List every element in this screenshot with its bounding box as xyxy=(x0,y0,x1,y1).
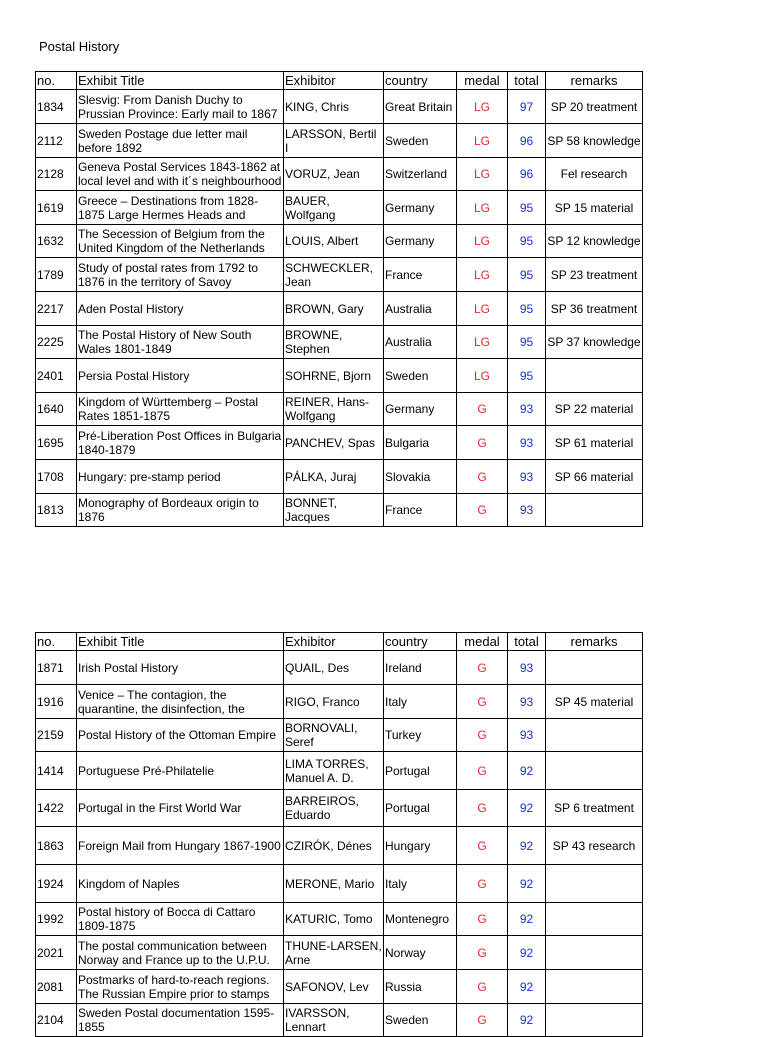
table-row xyxy=(36,752,643,790)
medal-award: LG xyxy=(457,90,508,124)
table-row xyxy=(36,225,643,258)
country: Ireland xyxy=(384,651,457,685)
exhibit-number: 1695 xyxy=(36,426,77,460)
exhibit-title-cell xyxy=(77,359,284,393)
exhibit-number: 2159 xyxy=(36,719,77,752)
exhibitor-name: SAFONOV, Lev xyxy=(285,979,369,994)
exhibit-number: 1708 xyxy=(36,460,77,494)
country: Italy xyxy=(384,865,457,903)
country: France xyxy=(384,494,457,527)
table-row xyxy=(36,393,643,426)
exhibitor-cell xyxy=(284,225,384,258)
exhibit-title: The Secession of Belgium from the United Kingdom of the Netherlands xyxy=(78,227,265,255)
remarks: SP 61 material xyxy=(546,426,643,460)
table-row xyxy=(36,1004,643,1037)
exhibit-title: Pré-Liberation Post Offices in Bulgaria 1840-1879 xyxy=(78,428,282,457)
country: Switzerland xyxy=(384,158,457,191)
exhibitor-cell xyxy=(284,426,384,460)
medal-award: LG xyxy=(457,158,508,191)
exhibitor-cell xyxy=(284,719,384,752)
table-row xyxy=(36,494,643,527)
medal-award: G xyxy=(457,1004,508,1037)
table-row xyxy=(36,685,643,719)
total-score: 97 xyxy=(508,90,546,124)
remarks xyxy=(546,494,643,527)
total-score: 95 xyxy=(508,359,546,393)
total-score: 96 xyxy=(508,158,546,191)
exhibit-title-cell xyxy=(77,191,284,225)
total-score: 93 xyxy=(508,460,546,494)
exhibit-title-cell xyxy=(77,494,284,527)
country: Slovakia xyxy=(384,460,457,494)
exhibitor-name: PANCHEV, Spas xyxy=(285,435,376,450)
medal-award: G xyxy=(457,827,508,865)
exhibitor-name: QUAIL, Des xyxy=(285,660,350,675)
exhibit-title: Postal History of the Ottoman Empire xyxy=(78,728,277,742)
exhibitor-cell xyxy=(284,393,384,426)
country: Turkey xyxy=(384,719,457,752)
exhibitor-name: IVARSSON, Lennart xyxy=(285,1006,350,1034)
header-total: total xyxy=(508,72,546,90)
remarks: SP 36 treatment xyxy=(546,292,643,326)
exhibitor-name: VORUZ, Jean xyxy=(285,167,360,181)
remarks: SP 15 material xyxy=(546,191,643,225)
exhibit-number: 1863 xyxy=(36,827,77,865)
medal-award: LG xyxy=(457,225,508,258)
medal-award: LG xyxy=(457,191,508,225)
exhibit-number: 1632 xyxy=(36,225,77,258)
exhibit-title: Geneva Postal Services 1843-1862 at local level and with it´s neighbourhood xyxy=(78,160,282,188)
exhibitor-name: THUNE-LARSEN, Arne xyxy=(285,938,382,967)
remarks xyxy=(546,903,643,936)
table-row xyxy=(36,426,643,460)
exhibitor-name: MERONE, Mario xyxy=(285,876,375,891)
medal-award: G xyxy=(457,865,508,903)
exhibitor-cell xyxy=(284,258,384,292)
header-country: country xyxy=(384,72,457,90)
exhibitor-cell xyxy=(284,326,384,359)
exhibit-number: 1916 xyxy=(36,685,77,719)
country: Bulgaria xyxy=(384,426,457,460)
medal-award: G xyxy=(457,936,508,970)
exhibit-number: 1871 xyxy=(36,651,77,685)
remarks xyxy=(546,970,643,1004)
total-score: 92 xyxy=(508,1004,546,1037)
exhibitor-name: BORNOVALI, Seref xyxy=(285,721,358,749)
table-row xyxy=(36,827,643,865)
header-no: no. xyxy=(36,633,77,651)
header-total: total xyxy=(508,633,546,651)
exhibitor-cell xyxy=(284,790,384,827)
country: Hungary xyxy=(384,827,457,865)
exhibitor-name: BROWNE, Stephen xyxy=(285,328,343,356)
exhibit-title: Hungary: pre-stamp period xyxy=(78,469,221,484)
total-score: 93 xyxy=(508,393,546,426)
table-row xyxy=(36,719,643,752)
exhibitor-cell xyxy=(284,936,384,970)
header-remarks: remarks xyxy=(546,72,643,90)
country: Portugal xyxy=(384,790,457,827)
exhibit-title-cell xyxy=(77,124,284,158)
country: Australia xyxy=(384,326,457,359)
exhibitor-cell xyxy=(284,827,384,865)
exhibit-title: The postal communication between Norway and France up to the U.P.U. xyxy=(78,938,270,967)
exhibitor-cell xyxy=(284,158,384,191)
exhibit-title-cell xyxy=(77,158,284,191)
exhibit-title: Monography of Bordeaux origin to 1876 xyxy=(78,496,259,524)
exhibitor-cell xyxy=(284,685,384,719)
table-row xyxy=(36,460,643,494)
exhibit-number: 2401 xyxy=(36,359,77,393)
exhibit-title-cell xyxy=(77,651,284,685)
exhibit-number: 1619 xyxy=(36,191,77,225)
total-score: 92 xyxy=(508,865,546,903)
table-row xyxy=(36,258,643,292)
total-score: 93 xyxy=(508,426,546,460)
exhibit-title: Kingdom of Württemberg – Postal Rates 1851-1875 xyxy=(78,395,259,423)
remarks: SP 37 knowledge xyxy=(546,326,643,359)
exhibit-number: 2225 xyxy=(36,326,77,359)
total-score: 92 xyxy=(508,903,546,936)
country: Portugal xyxy=(384,752,457,790)
header-title: Exhibit Title xyxy=(77,72,284,90)
exhibit-title: Portuguese Pré-Philatelie xyxy=(78,763,215,778)
exhibit-number: 1789 xyxy=(36,258,77,292)
exhibit-title: Foreign Mail from Hungary 1867-1900 xyxy=(78,838,281,853)
table-row xyxy=(36,191,643,225)
exhibit-title: Irish Postal History xyxy=(78,660,179,675)
table-row xyxy=(36,292,643,326)
remarks: SP 43 research xyxy=(546,827,643,865)
exhibit-title: Sweden Postage due letter mail before 1892 xyxy=(78,126,248,155)
exhibit-title-cell xyxy=(77,90,284,124)
medal-award: LG xyxy=(457,124,508,158)
exhibitor-cell xyxy=(284,651,384,685)
exhibit-title-cell xyxy=(77,865,284,903)
total-score: 93 xyxy=(508,494,546,527)
exhibitor-cell xyxy=(284,1004,384,1037)
table-row xyxy=(36,970,643,1004)
medal-award: G xyxy=(457,903,508,936)
exhibit-title: Venice – The contagion, the quarantine, the disinfection, the xyxy=(78,687,245,716)
exhibit-title: Sweden Postal documentation 1595-1855 xyxy=(78,1006,275,1034)
header-row xyxy=(36,72,643,90)
country: Germany xyxy=(384,393,457,426)
remarks: SP 22 material xyxy=(546,393,643,426)
exhibitor-cell xyxy=(284,460,384,494)
exhibit-number: 1813 xyxy=(36,494,77,527)
exhibitor-cell xyxy=(284,970,384,1004)
remarks: SP 66 material xyxy=(546,460,643,494)
exhibit-number: 2217 xyxy=(36,292,77,326)
exhibit-title-cell xyxy=(77,460,284,494)
country: Germany xyxy=(384,225,457,258)
header-remarks: remarks xyxy=(546,633,643,651)
exhibit-number: 1992 xyxy=(36,903,77,936)
exhibit-title-cell xyxy=(77,393,284,426)
exhibitor-name: LIMA TORRES, Manuel A. D. xyxy=(285,756,369,785)
medal-award: G xyxy=(457,752,508,790)
table-row xyxy=(36,359,643,393)
exhibit-title: Greece – Destinations from 1828-1875 Large Hermes Heads and xyxy=(78,193,259,222)
exhibitor-name: BAUER, Wolfgang xyxy=(285,193,336,222)
medal-award: LG xyxy=(457,258,508,292)
exhibit-title: Postal history of Bocca di Cattaro 1809-1875 xyxy=(78,905,256,933)
total-score: 92 xyxy=(508,790,546,827)
total-score: 92 xyxy=(508,970,546,1004)
exhibit-title: Portugal in the First World War xyxy=(78,801,242,815)
table-row xyxy=(36,903,643,936)
exhibit-table-2 xyxy=(35,632,643,1037)
exhibit-title: Study of postal rates from 1792 to 1876 in the territory of Savoy xyxy=(78,260,259,289)
medal-award: LG xyxy=(457,359,508,393)
country: Montenegro xyxy=(384,903,457,936)
exhibit-title: Postmarks of hard-to-reach regions. The Russian Empire prior to stamps xyxy=(78,972,270,1001)
total-score: 92 xyxy=(508,827,546,865)
exhibitor-cell xyxy=(284,903,384,936)
exhibitor-name: RIGO, Franco xyxy=(285,694,360,709)
exhibit-title: Aden Postal History xyxy=(78,301,184,316)
header-exhibitor: Exhibitor xyxy=(284,633,384,651)
page-title: Postal History xyxy=(39,39,120,54)
exhibit-title-cell xyxy=(77,903,284,936)
exhibitor-name: SOHRNE, Bjorn xyxy=(285,368,372,383)
header-no: no. xyxy=(36,72,77,90)
exhibit-number: 2021 xyxy=(36,936,77,970)
medal-award: G xyxy=(457,719,508,752)
exhibit-number: 2128 xyxy=(36,158,77,191)
exhibitor-name: PÁLKA, Juraj xyxy=(285,469,357,484)
exhibitor-cell xyxy=(284,494,384,527)
medal-award: LG xyxy=(457,292,508,326)
header-country: country xyxy=(384,633,457,651)
remarks: Fel research xyxy=(546,158,643,191)
exhibitor-name: CZIRÓK, Dénes xyxy=(285,838,372,853)
header-title: Exhibit Title xyxy=(77,633,284,651)
total-score: 95 xyxy=(508,258,546,292)
exhibit-title-cell xyxy=(77,936,284,970)
remarks xyxy=(546,719,643,752)
table-row xyxy=(36,90,643,124)
medal-award: G xyxy=(457,790,508,827)
header-medal: medal xyxy=(457,633,508,651)
remarks: SP 45 material xyxy=(546,685,643,719)
remarks xyxy=(546,936,643,970)
medal-award: G xyxy=(457,393,508,426)
exhibitor-name: SCHWECKLER, Jean xyxy=(285,260,374,289)
exhibitor-name: REINER, Hans-Wolfgang xyxy=(285,395,370,423)
exhibitor-name: BROWN, Gary xyxy=(285,301,364,316)
remarks: SP 20 treatment xyxy=(546,90,643,124)
exhibit-title-cell xyxy=(77,225,284,258)
total-score: 93 xyxy=(508,651,546,685)
exhibitor-cell xyxy=(284,90,384,124)
remarks xyxy=(546,651,643,685)
exhibitor-name: KATURIC, Tomo xyxy=(285,912,373,926)
exhibit-number: 1414 xyxy=(36,752,77,790)
exhibit-table-1 xyxy=(35,71,643,527)
exhibitor-cell xyxy=(284,292,384,326)
exhibitor-cell xyxy=(284,191,384,225)
exhibitor-name: KING, Chris xyxy=(285,99,350,114)
exhibit-title-cell xyxy=(77,827,284,865)
exhibit-title: Kingdom of Naples xyxy=(78,876,180,891)
total-score: 93 xyxy=(508,719,546,752)
medal-award: G xyxy=(457,494,508,527)
total-score: 95 xyxy=(508,292,546,326)
exhibit-number: 2104 xyxy=(36,1004,77,1037)
country: Russia xyxy=(384,970,457,1004)
exhibit-title-cell xyxy=(77,292,284,326)
country: Sweden xyxy=(384,1004,457,1037)
exhibit-title: The Postal History of New South Wales 1801-1849 xyxy=(78,328,252,356)
medal-award: G xyxy=(457,460,508,494)
country: Australia xyxy=(384,292,457,326)
table-row xyxy=(36,936,643,970)
exhibitor-name: BONNET, Jacques xyxy=(285,496,338,524)
medal-award: G xyxy=(457,651,508,685)
total-score: 95 xyxy=(508,326,546,359)
exhibit-title: Persia Postal History xyxy=(78,368,190,383)
exhibit-number: 2112 xyxy=(36,124,77,158)
header-exhibitor: Exhibitor xyxy=(284,72,384,90)
exhibit-title-cell xyxy=(77,258,284,292)
exhibit-number: 1924 xyxy=(36,865,77,903)
exhibit-title-cell xyxy=(77,970,284,1004)
exhibitor-cell xyxy=(284,124,384,158)
remarks xyxy=(546,1004,643,1037)
remarks: SP 23 treatment xyxy=(546,258,643,292)
table-row xyxy=(36,158,643,191)
medal-award: G xyxy=(457,426,508,460)
exhibit-number: 1834 xyxy=(36,90,77,124)
medal-award: LG xyxy=(457,326,508,359)
exhibit-title-cell xyxy=(77,1004,284,1037)
total-score: 92 xyxy=(508,936,546,970)
medal-award: G xyxy=(457,970,508,1004)
exhibitor-cell xyxy=(284,359,384,393)
country: France xyxy=(384,258,457,292)
table-row xyxy=(36,865,643,903)
remarks: SP 6 treatment xyxy=(546,790,643,827)
exhibit-number: 2081 xyxy=(36,970,77,1004)
header-row xyxy=(36,633,643,651)
table-row xyxy=(36,790,643,827)
exhibitor-name: LOUIS, Albert xyxy=(285,234,359,248)
exhibit-title-cell xyxy=(77,426,284,460)
exhibit-title: Slesvig: From Danish Duchy to Prussian Province: Early mail to 1867 xyxy=(78,92,278,121)
exhibit-title-cell xyxy=(77,685,284,719)
exhibitor-name: BARREIROS, Eduardo xyxy=(285,794,360,822)
table-row xyxy=(36,651,643,685)
country: Norway xyxy=(384,936,457,970)
country: Sweden xyxy=(384,359,457,393)
country: Sweden xyxy=(384,124,457,158)
exhibitor-name: LARSSON, Bertil I xyxy=(285,126,377,155)
table-row xyxy=(36,124,643,158)
exhibit-number: 1640 xyxy=(36,393,77,426)
total-score: 95 xyxy=(508,191,546,225)
exhibit-title-cell xyxy=(77,326,284,359)
country: Great Britain xyxy=(384,90,457,124)
total-score: 93 xyxy=(508,685,546,719)
total-score: 95 xyxy=(508,225,546,258)
remarks: SP 58 knowledge xyxy=(546,124,643,158)
total-score: 92 xyxy=(508,752,546,790)
exhibitor-cell xyxy=(284,865,384,903)
remarks xyxy=(546,359,643,393)
medal-award: G xyxy=(457,685,508,719)
remarks xyxy=(546,865,643,903)
remarks: SP 12 knowledge xyxy=(546,225,643,258)
exhibitor-cell xyxy=(284,752,384,790)
exhibit-title-cell xyxy=(77,790,284,827)
exhibit-title-cell xyxy=(77,719,284,752)
table-row xyxy=(36,326,643,359)
country: Italy xyxy=(384,685,457,719)
exhibit-title-cell xyxy=(77,752,284,790)
total-score: 96 xyxy=(508,124,546,158)
exhibit-number: 1422 xyxy=(36,790,77,827)
country: Germany xyxy=(384,191,457,225)
remarks xyxy=(546,752,643,790)
header-medal: medal xyxy=(457,72,508,90)
